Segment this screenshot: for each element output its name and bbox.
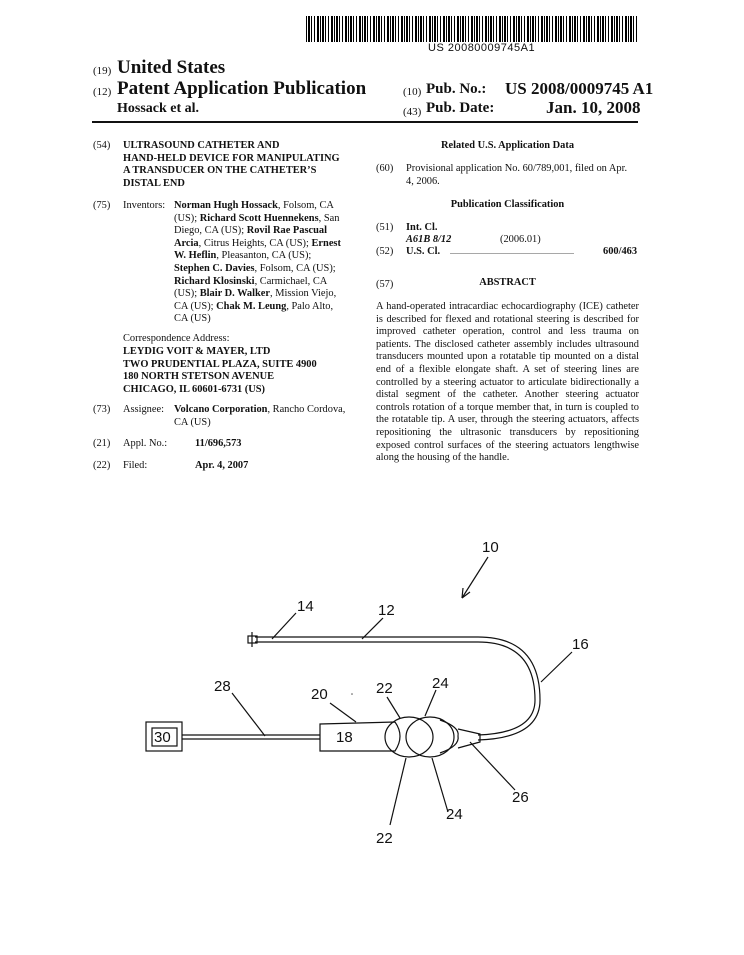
code-60: (60) bbox=[376, 163, 394, 174]
provisional-line: Provisional application No. 60/789,001, filed on Apr. bbox=[406, 163, 628, 174]
label-18: 18 bbox=[336, 729, 353, 746]
address-line: CHICAGO, IL 60601-6731 (US) bbox=[123, 383, 266, 395]
label-16: 16 bbox=[572, 636, 589, 653]
appl-no: 11/696,573 bbox=[195, 438, 242, 449]
code-12: (12) bbox=[93, 86, 112, 98]
label-22-top: 22 bbox=[376, 680, 393, 697]
leader-24a bbox=[425, 690, 436, 716]
filed-label: Filed: bbox=[123, 460, 148, 471]
label-10: 10 bbox=[482, 539, 499, 556]
steering-actuator-22 bbox=[385, 717, 433, 757]
title-line: A TRANSDUCER ON THE CATHETER’S bbox=[123, 165, 317, 177]
label-26: 26 bbox=[512, 789, 529, 806]
leader-16 bbox=[541, 652, 572, 682]
barcode-number: US 20080009745A1 bbox=[428, 42, 536, 54]
abstract-title: ABSTRACT bbox=[479, 277, 536, 288]
title-line: DISTAL END bbox=[123, 177, 185, 189]
assignee-location: , Rancho Cordova, bbox=[267, 404, 346, 415]
label-30: 30 bbox=[154, 729, 171, 746]
inventors-list: Norman Hugh Hossack, Folsom, CA (US); Richard Scott Huennekens, San Diego, CA (US); Rovil Rae Pascual Arcia, Citrus Heights, CA (US); Ernest W. Heflin, Pleasanton, CA (US); Stephen C. Davies, Folsom, CA (US); Richard Klosinski, Carmichael, CA (US); Blair D. Walker, Mission Viejo, CA (US); Chak M. Leung, Palo Alto, CA (US) bbox=[174, 200, 341, 325]
pub-date-label: Pub. Date: bbox=[426, 100, 495, 116]
provisional-line: 4, 2006. bbox=[406, 175, 440, 187]
correspondence-label: Correspondence Address: bbox=[123, 333, 230, 344]
title-line: ULTRASOUND CATHETER AND bbox=[123, 140, 280, 151]
publication-type: Patent Application Publication bbox=[117, 78, 367, 99]
label-24-top: 24 bbox=[432, 675, 449, 692]
classification-title: Publication Classification bbox=[450, 199, 565, 210]
pub-no-label: Pub. No.: bbox=[426, 81, 487, 97]
assignee-label: Assignee: bbox=[123, 404, 164, 415]
title-line: HAND-HELD DEVICE FOR MANIPULATING bbox=[123, 152, 340, 164]
int-cl-label: Int. Cl. bbox=[406, 222, 438, 233]
label-24-bottom: 24 bbox=[446, 806, 463, 823]
label-14: 14 bbox=[297, 598, 314, 615]
code-10: (10) bbox=[403, 86, 422, 98]
label-22-bottom: 22 bbox=[376, 830, 393, 847]
leader-10 bbox=[462, 557, 488, 598]
strain-relief bbox=[458, 729, 480, 748]
code-73: (73) bbox=[93, 404, 111, 415]
address-line: TWO PRUDENTIAL PLAZA, SUITE 4900 bbox=[123, 358, 317, 370]
code-22: (22) bbox=[93, 460, 111, 471]
country: United States bbox=[117, 57, 226, 78]
code-54: (54) bbox=[93, 140, 111, 151]
int-cl-code: A61B 8/12 bbox=[406, 234, 452, 245]
address-line: LEYDIG VOIT & MAYER, LTD bbox=[123, 346, 271, 357]
label-12: 12 bbox=[378, 602, 395, 619]
abstract-text: A hand-operated intracardiac echocardiography (ICE) catheter is described for flexed and rotational steering is described for improved catheter operation, control and less trauma on patients. The disclosed catheter assembly includes ultrasound transducers mounted upon a rotatable tip mounted on a distal end of a flexible elongate shaft. A set of steering lines are controlled by a steering actuator to articulate bidirectionally a distal segment of the catheter. Another steering actuator controls rotation of a torque member that, in turn is coupled to the rotatable tip. A user, through the steering actuators, affects repositioning the ultrasonic transducers by repositioning exposed control surfaces of the steering actuators lengthwise along the housing of the handle. bbox=[376, 301, 639, 464]
code-75: (75) bbox=[93, 200, 111, 211]
code-19: (19) bbox=[93, 65, 112, 77]
code-21: (21) bbox=[93, 438, 111, 449]
leader-24b bbox=[432, 758, 448, 812]
cable bbox=[182, 735, 320, 739]
int-cl-year: (2006.01) bbox=[500, 234, 541, 245]
address-line: 180 NORTH STETSON AVENUE bbox=[123, 371, 275, 383]
code-51: (51) bbox=[376, 222, 394, 233]
arrowhead-10 bbox=[462, 588, 470, 598]
leader-26 bbox=[470, 742, 515, 790]
code-43: (43) bbox=[403, 106, 422, 118]
leader-28 bbox=[232, 693, 265, 736]
leader-22a bbox=[387, 697, 400, 718]
code-52: (52) bbox=[376, 246, 394, 257]
assignee-line2: CA (US) bbox=[174, 416, 211, 428]
label-20: 20 bbox=[311, 686, 328, 703]
us-cl-value: 600/463 bbox=[603, 246, 638, 257]
leader-12 bbox=[362, 618, 383, 639]
assignee-name: Volcano Corporation bbox=[174, 404, 268, 415]
us-cl-label: U.S. Cl. bbox=[406, 246, 441, 257]
pub-no: US 2008/0009745 A1 bbox=[505, 79, 654, 98]
filed-date: Apr. 4, 2007 bbox=[195, 460, 249, 471]
label-28: 28 bbox=[214, 678, 231, 695]
code-57: (57) bbox=[376, 279, 394, 290]
related-data-title: Related U.S. Application Data bbox=[440, 140, 575, 151]
catheter-shaft-outer bbox=[255, 637, 540, 740]
authors: Hossack et al. bbox=[117, 101, 200, 116]
leader-20 bbox=[330, 703, 356, 722]
speck bbox=[351, 693, 353, 695]
appl-label: Appl. No.: bbox=[123, 438, 168, 449]
leader-14 bbox=[272, 613, 296, 639]
us-cl-dots: .............................................................. bbox=[450, 247, 574, 256]
inventors-label: Inventors: bbox=[123, 200, 166, 211]
leader-22b bbox=[390, 758, 406, 825]
steering-actuator-24 bbox=[406, 717, 454, 757]
pub-date: Jan. 10, 2008 bbox=[546, 98, 641, 117]
